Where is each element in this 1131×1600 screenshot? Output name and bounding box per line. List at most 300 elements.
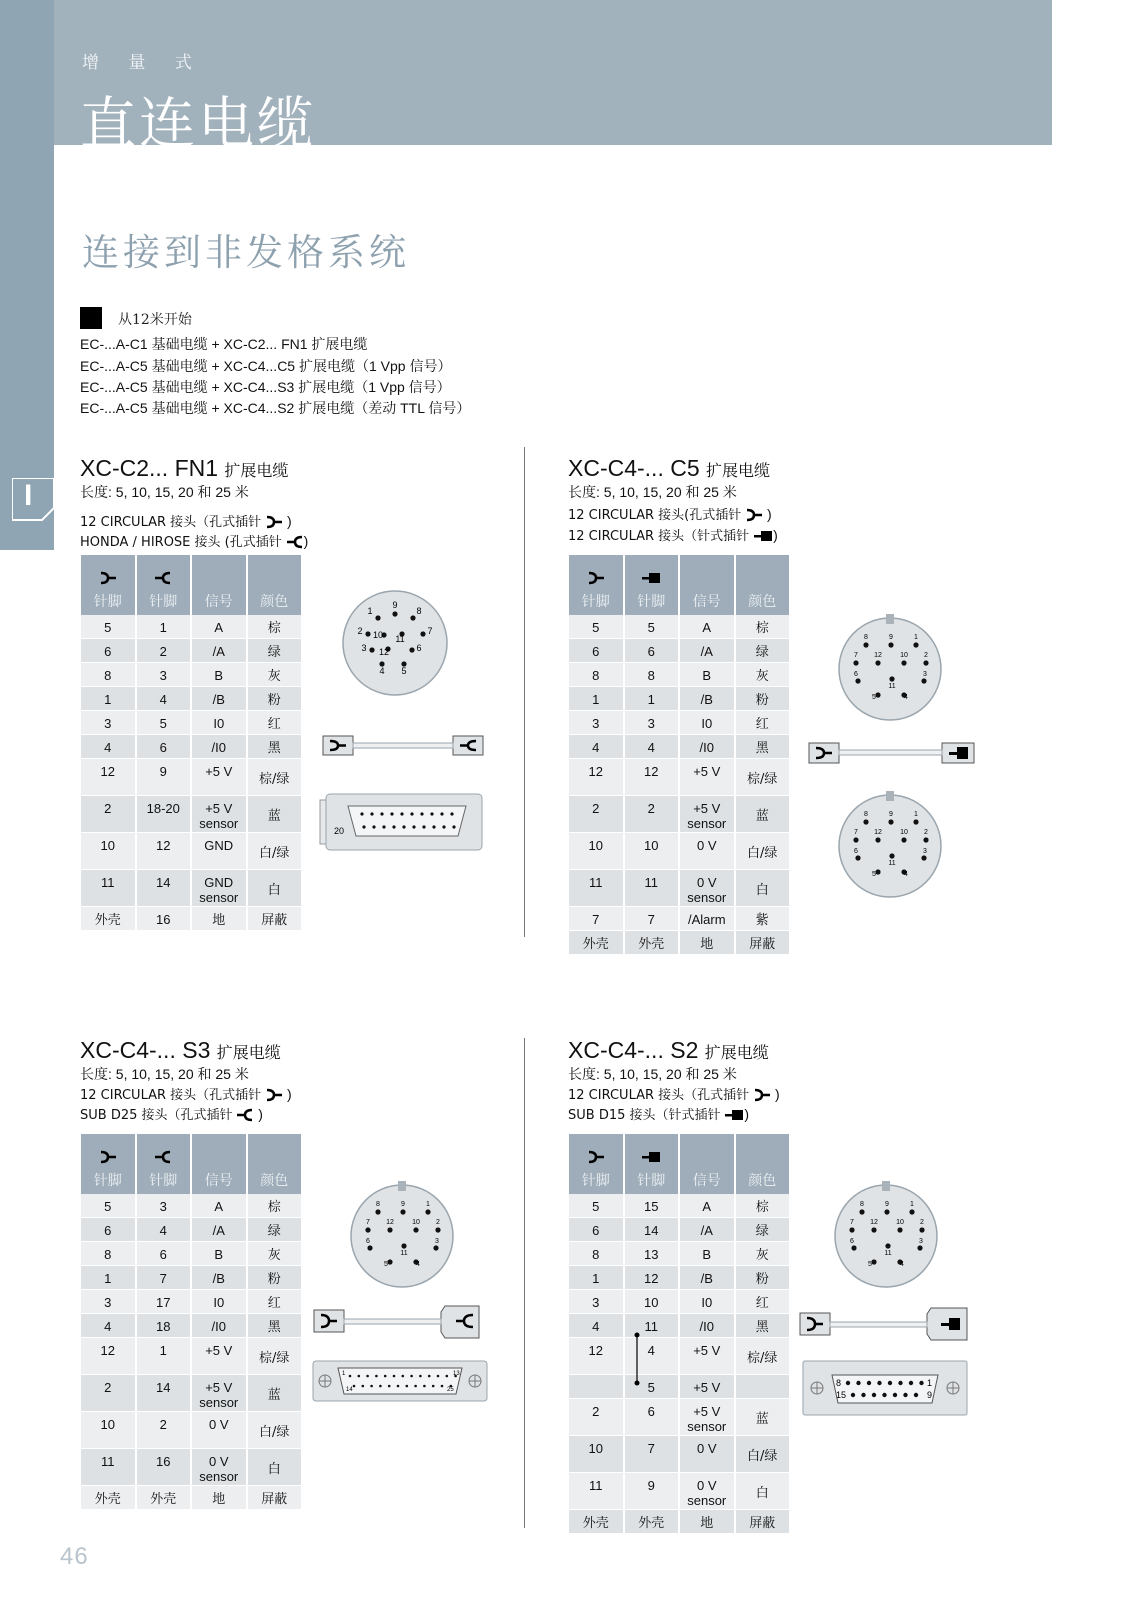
connector-pin-label: 1 bbox=[914, 634, 918, 641]
signal-cell bbox=[192, 1218, 246, 1242]
female-pin-reverse-icon bbox=[137, 1150, 191, 1170]
signal-label: +5 V bbox=[693, 801, 721, 816]
table-row bbox=[81, 1290, 301, 1314]
color-cell: 白 bbox=[736, 870, 790, 907]
connector-text: 12 CIRCULAR 接头（孔式插针 bbox=[568, 1088, 750, 1103]
connector-pin bbox=[412, 825, 415, 828]
connector-pin bbox=[872, 1393, 876, 1397]
connector-pin-label: 10 bbox=[900, 652, 908, 659]
panel-kind: 扩展电缆 bbox=[704, 1043, 769, 1062]
table-row bbox=[569, 1194, 789, 1218]
connector-pin bbox=[909, 1209, 914, 1214]
pin-cell: 12 bbox=[569, 759, 623, 796]
connector-pin bbox=[861, 1393, 865, 1397]
column-header bbox=[736, 1134, 790, 1194]
signal-cell bbox=[680, 870, 734, 907]
color-cell: 棕/绿 bbox=[736, 759, 790, 796]
signal-cell bbox=[192, 1290, 246, 1314]
color-cell: 灰 bbox=[248, 1242, 302, 1266]
connector-text: HONDA / HIROSE 接头 (孔式插针 bbox=[80, 535, 282, 550]
pin-cell: 18 bbox=[137, 1314, 191, 1338]
signal-label: GND bbox=[204, 838, 234, 853]
connector-pin-label: 9 bbox=[927, 1390, 933, 1400]
column-header bbox=[680, 555, 734, 615]
table-row bbox=[569, 735, 789, 759]
table-row bbox=[569, 870, 789, 907]
connector-pin bbox=[871, 1227, 876, 1232]
connector-text: 12 CIRCULAR 接头(孔式插针 bbox=[568, 508, 742, 523]
pin-cell: 6 bbox=[137, 735, 191, 759]
connector-pin-label: 9 bbox=[889, 811, 893, 818]
panel-kind: 扩展电缆 bbox=[224, 461, 289, 480]
column-header bbox=[137, 555, 191, 615]
column-header-label: 信号 bbox=[692, 594, 721, 610]
pin-cell: 10 bbox=[569, 1436, 623, 1473]
connector-pin-label: 4 bbox=[416, 1261, 420, 1268]
signal-cell bbox=[192, 1194, 246, 1218]
column-header-label: 针脚 bbox=[581, 594, 610, 610]
pin-cell: 1 bbox=[137, 615, 191, 639]
panel-title-fn1 bbox=[80, 455, 288, 482]
connector-pin bbox=[893, 1393, 897, 1397]
connector-pin bbox=[392, 611, 397, 616]
connector-pin bbox=[420, 812, 423, 815]
pin-cell: 14 bbox=[137, 870, 191, 907]
column-header bbox=[192, 1134, 246, 1194]
pin-cell: 5 bbox=[137, 711, 191, 735]
table-row bbox=[569, 1290, 789, 1314]
color-cell: 灰 bbox=[736, 1242, 790, 1266]
column-header-label: 针脚 bbox=[149, 1173, 178, 1189]
panel-kind: 扩展电缆 bbox=[706, 461, 771, 480]
section-title: 连接到非发格系统 bbox=[82, 231, 410, 274]
panel-code: XC-C2... FN1 bbox=[80, 455, 219, 481]
pin-cell: 10 bbox=[625, 1290, 679, 1314]
color-cell: 红 bbox=[736, 1290, 790, 1314]
pin-cell: 1 bbox=[137, 1338, 191, 1375]
signal-label: /I0 bbox=[211, 740, 226, 755]
pin-cell: 14 bbox=[625, 1218, 679, 1242]
color-cell: 红 bbox=[248, 711, 302, 735]
header-spacer bbox=[248, 571, 302, 591]
pin-cell: 16 bbox=[137, 1449, 191, 1486]
signal-label: 地 bbox=[700, 1516, 714, 1531]
connector-pin-label: 8 bbox=[860, 1201, 864, 1208]
connector-pin bbox=[384, 1375, 387, 1378]
pin-cell: 18-20 bbox=[137, 796, 191, 833]
pin-cell: 10 bbox=[625, 833, 679, 870]
connector-pin-label: 5 bbox=[872, 694, 876, 701]
connector-pin bbox=[867, 1381, 871, 1385]
table-row bbox=[569, 1375, 789, 1399]
connector-pin-label: 7 bbox=[427, 626, 433, 636]
signal-label: I0 bbox=[701, 1295, 713, 1310]
color-cell: 绿 bbox=[248, 639, 302, 663]
pin-cell: 3 bbox=[137, 663, 191, 687]
header-spacer bbox=[248, 1150, 302, 1170]
pin-cell: 11 bbox=[569, 1473, 623, 1510]
connector-line-2: SUB D25 接头（孔式插针 ) bbox=[80, 1106, 263, 1123]
connector-pin bbox=[420, 631, 425, 636]
female-pin-icon bbox=[569, 1150, 623, 1170]
connector-pin bbox=[917, 1245, 922, 1250]
pin-cell: 6 bbox=[569, 1218, 623, 1242]
pin-cell: 6 bbox=[625, 1399, 679, 1436]
connector-pin bbox=[400, 812, 403, 815]
signal-label: 0 V bbox=[696, 1441, 717, 1456]
panel-code: XC-C4-... S3 bbox=[80, 1037, 211, 1063]
connector-pin bbox=[387, 1259, 392, 1264]
color-cell: 白/绿 bbox=[736, 1436, 790, 1473]
color-cell: 红 bbox=[248, 1290, 302, 1314]
connector-pin bbox=[919, 1227, 924, 1232]
connector-pin bbox=[441, 1385, 444, 1388]
column-divider bbox=[524, 1038, 525, 1528]
signal-cell bbox=[680, 615, 734, 639]
connector-pin-label: 7 bbox=[366, 1219, 370, 1226]
pin-cell: 4 bbox=[569, 1314, 623, 1338]
signal-label: A bbox=[702, 620, 712, 635]
connector-pin bbox=[875, 660, 880, 665]
signal-sublabel: sensor bbox=[687, 816, 727, 831]
connector-pin bbox=[901, 837, 906, 842]
table-row bbox=[81, 735, 301, 759]
table-row bbox=[569, 711, 789, 735]
legend-square-icon bbox=[80, 307, 102, 329]
connector-pin bbox=[913, 642, 918, 647]
connector-pin-label: 9 bbox=[889, 634, 893, 641]
connector-pin bbox=[380, 812, 383, 815]
connector-pin-label: 12 bbox=[874, 829, 882, 836]
connector-pin-label: 8 bbox=[864, 634, 868, 641]
page-number: 46 bbox=[60, 1543, 89, 1570]
male-pin-icon bbox=[724, 1108, 744, 1122]
circular-connector-12-diagram bbox=[836, 613, 944, 721]
pin-cell: 3 bbox=[569, 1290, 623, 1314]
connector-pin-label: 2 bbox=[436, 1219, 440, 1226]
color-cell bbox=[736, 1375, 790, 1399]
column-header bbox=[625, 1134, 679, 1194]
connector-pin bbox=[897, 1227, 902, 1232]
header-spacer bbox=[192, 1150, 246, 1170]
column-header bbox=[248, 1134, 302, 1194]
table-row bbox=[569, 687, 789, 711]
pin-cell: 3 bbox=[625, 711, 679, 735]
connector-pin bbox=[849, 1227, 854, 1232]
pin-cell: 11 bbox=[625, 1314, 679, 1338]
signal-cell bbox=[680, 931, 734, 955]
column-header bbox=[192, 555, 246, 615]
connector-pin-label: 1 bbox=[927, 1378, 933, 1388]
pin-cell: 15 bbox=[625, 1194, 679, 1218]
column-header-label: 针脚 bbox=[637, 1173, 666, 1189]
pin-cell: 4 bbox=[625, 1338, 679, 1375]
connector-pin-label: 1 bbox=[342, 1371, 346, 1377]
pin-cell: 4 bbox=[137, 1218, 191, 1242]
signal-sublabel: sensor bbox=[687, 1493, 727, 1508]
connector-pin-label: 5 bbox=[872, 871, 876, 878]
color-cell: 棕 bbox=[736, 615, 790, 639]
connector-pin-label: 11 bbox=[888, 860, 896, 867]
pin-cell: 1 bbox=[569, 687, 623, 711]
panel-kind: 扩展电缆 bbox=[216, 1043, 281, 1062]
signal-cell bbox=[680, 711, 734, 735]
connector-pin-label: 8 bbox=[376, 1201, 380, 1208]
connector-pin bbox=[409, 647, 414, 652]
signal-label: I0 bbox=[213, 716, 225, 731]
pin-cell: 外壳 bbox=[137, 1486, 191, 1510]
pin-cell: 外壳 bbox=[569, 1510, 623, 1534]
signal-cell bbox=[192, 1338, 246, 1375]
connector-pin bbox=[446, 1375, 449, 1378]
table-row bbox=[81, 796, 301, 833]
table-row bbox=[81, 615, 301, 639]
signal-cell bbox=[192, 1242, 246, 1266]
connector-pin-label: 7 bbox=[850, 1219, 854, 1226]
column-header-label: 颜色 bbox=[260, 594, 289, 610]
pin-cell: 5 bbox=[81, 1194, 135, 1218]
signal-label: 0 V bbox=[696, 1478, 717, 1493]
pin-cell: 4 bbox=[569, 735, 623, 759]
signal-label: +5 V bbox=[693, 764, 721, 779]
signal-sublabel: sensor bbox=[199, 816, 239, 831]
connector-pin bbox=[402, 825, 405, 828]
pin-cell: 7 bbox=[137, 1266, 191, 1290]
signal-label: 0 V bbox=[696, 838, 717, 853]
connector-pin bbox=[877, 1381, 881, 1385]
connector-text: 12 CIRCULAR 接头（孔式插针 bbox=[80, 515, 262, 530]
signal-cell bbox=[192, 711, 246, 735]
connector-pin bbox=[846, 1381, 850, 1385]
pin-cell: 3 bbox=[81, 711, 135, 735]
connector-pin bbox=[406, 1385, 409, 1388]
pin-cell: 7 bbox=[625, 1436, 679, 1473]
connector-pin-label: 6 bbox=[850, 1238, 854, 1245]
signal-label: /A bbox=[700, 1223, 713, 1238]
connector-pin bbox=[437, 1375, 440, 1378]
table-row bbox=[569, 1242, 789, 1266]
table-row bbox=[81, 1218, 301, 1242]
connector-pin bbox=[856, 1381, 860, 1385]
column-header-label: 针脚 bbox=[581, 1173, 610, 1189]
connector-pin bbox=[913, 819, 918, 824]
signal-label: +5 V bbox=[205, 801, 233, 816]
combo-line: EC-...A-C5 基础电缆 + XC-C4...S3 扩展电缆（1 Vpp 信号） bbox=[80, 379, 451, 395]
connector-pin bbox=[909, 1381, 913, 1385]
signal-label: GND bbox=[204, 875, 234, 890]
female-pin-reverse-icon bbox=[236, 1108, 254, 1122]
pin-cell: 17 bbox=[137, 1290, 191, 1314]
pin-cell: 4 bbox=[625, 735, 679, 759]
connector-pin-label: 11 bbox=[884, 1250, 892, 1257]
connector-pin bbox=[379, 1385, 382, 1388]
color-cell: 蓝 bbox=[736, 796, 790, 833]
pin-cell: 8 bbox=[625, 663, 679, 687]
connector-pin bbox=[888, 819, 893, 824]
column-header bbox=[81, 555, 135, 615]
male-pin-icon bbox=[625, 1150, 679, 1170]
female-pin-icon bbox=[265, 1088, 283, 1102]
connector-text: 12 CIRCULAR 接头（针式插针 bbox=[568, 529, 750, 544]
connector-pin bbox=[358, 1375, 361, 1378]
connector-pin bbox=[393, 1375, 396, 1378]
signal-cell bbox=[680, 1338, 734, 1375]
pin-cell: 12 bbox=[81, 1338, 135, 1375]
connector-pin-label: 10 bbox=[896, 1219, 904, 1226]
connector-line-1: 12 CIRCULAR 接头（孔式插针 ) bbox=[80, 513, 292, 530]
table-row bbox=[81, 1375, 301, 1412]
pin-cell: 12 bbox=[625, 1266, 679, 1290]
connector-pin bbox=[425, 1209, 430, 1214]
connector-pin-label: 3 bbox=[435, 1238, 439, 1245]
header-spacer bbox=[680, 1150, 734, 1170]
signal-cell bbox=[192, 663, 246, 687]
signal-cell bbox=[680, 1314, 734, 1338]
signal-cell bbox=[192, 639, 246, 663]
signal-cell bbox=[192, 833, 246, 870]
connector-pin bbox=[919, 1381, 923, 1385]
color-cell: 灰 bbox=[248, 663, 302, 687]
signal-cell bbox=[680, 833, 734, 870]
pin-cell: 外壳 bbox=[81, 1486, 135, 1510]
pin-cell: 8 bbox=[81, 1242, 135, 1266]
connector-pin bbox=[855, 678, 860, 683]
table-row bbox=[569, 1266, 789, 1290]
pin-cell: 13 bbox=[625, 1242, 679, 1266]
column-header-label: 信号 bbox=[692, 1173, 721, 1189]
table-row bbox=[81, 907, 301, 931]
connector-pin-label: 4 bbox=[904, 694, 908, 701]
table-row bbox=[81, 687, 301, 711]
color-cell: 棕 bbox=[736, 1194, 790, 1218]
column-header-label: 颜色 bbox=[748, 1173, 777, 1189]
connector-pin bbox=[388, 1385, 391, 1388]
color-cell: 紫 bbox=[736, 907, 790, 931]
column-header-label: 针脚 bbox=[93, 594, 122, 610]
circular-connector-12-diagram bbox=[836, 790, 944, 898]
connector-pin-label: 25 bbox=[447, 1387, 454, 1393]
signal-cell bbox=[680, 735, 734, 759]
pin-table-c5 bbox=[567, 555, 791, 955]
signal-label: B bbox=[214, 668, 224, 683]
pin-cell: 3 bbox=[569, 711, 623, 735]
pin-cell: 4 bbox=[81, 735, 135, 759]
pin-table-s2 bbox=[567, 1134, 791, 1534]
color-cell: 白/绿 bbox=[736, 833, 790, 870]
table-row bbox=[81, 711, 301, 735]
pin-cell: 9 bbox=[137, 759, 191, 796]
signal-cell bbox=[680, 639, 734, 663]
connector-pin-label: 8 bbox=[836, 1378, 842, 1388]
pin-cell: 6 bbox=[625, 639, 679, 663]
pin-cell: 7 bbox=[569, 907, 623, 931]
connector-pin bbox=[884, 1209, 889, 1214]
table-row bbox=[569, 615, 789, 639]
connector-pin bbox=[432, 825, 435, 828]
male-pin-icon bbox=[625, 571, 679, 591]
connector-pin bbox=[851, 1245, 856, 1250]
column-header bbox=[569, 555, 623, 615]
column-header-label: 信号 bbox=[204, 594, 233, 610]
connector-pin bbox=[853, 837, 858, 842]
female-pin-icon bbox=[81, 1150, 135, 1170]
column-header bbox=[248, 555, 302, 615]
cable-female-male-diagram bbox=[808, 740, 976, 766]
header-spacer bbox=[192, 571, 246, 591]
color-cell: 黑 bbox=[248, 1314, 302, 1338]
signal-sublabel: sensor bbox=[199, 1395, 239, 1410]
connector-pin bbox=[375, 1209, 380, 1214]
pin-cell: 5 bbox=[569, 615, 623, 639]
connector-pin bbox=[889, 853, 894, 858]
signal-label: /A bbox=[212, 644, 225, 659]
connector-pin bbox=[365, 1227, 370, 1232]
connector-pin-label: 10 bbox=[412, 1219, 420, 1226]
column-header-label: 针脚 bbox=[637, 594, 666, 610]
connector-pin-label: 4 bbox=[379, 666, 385, 676]
signal-label: A bbox=[214, 620, 224, 635]
header-spacer bbox=[680, 571, 734, 591]
panel-code: XC-C4-... C5 bbox=[568, 455, 700, 481]
pin-cell: 1 bbox=[81, 687, 135, 711]
pin-cell: 外壳 bbox=[569, 931, 623, 955]
pin-cell: 5 bbox=[81, 615, 135, 639]
connector-pin bbox=[923, 837, 928, 842]
color-cell: 白/绿 bbox=[248, 1412, 302, 1449]
connector-pin bbox=[397, 1385, 400, 1388]
table-row bbox=[569, 1399, 789, 1436]
signal-label: 0 V bbox=[208, 1417, 229, 1432]
pin-cell: 外壳 bbox=[625, 931, 679, 955]
connector-pin-label: 11 bbox=[888, 683, 896, 690]
pin-cell: 16 bbox=[137, 907, 191, 931]
table-row bbox=[81, 833, 301, 870]
table-row bbox=[569, 1314, 789, 1338]
connector-pin bbox=[871, 1259, 876, 1264]
color-cell: 棕/绿 bbox=[736, 1338, 790, 1375]
table-row bbox=[81, 663, 301, 687]
pin-cell: 4 bbox=[137, 687, 191, 711]
cable-female-subd15-diagram bbox=[799, 1306, 971, 1346]
pin-cell: 11 bbox=[81, 1449, 135, 1486]
connector-pin-label: 1 bbox=[914, 811, 918, 818]
color-cell: 屏蔽 bbox=[248, 1486, 302, 1510]
connector-pin-label: 13 bbox=[453, 1371, 460, 1377]
signal-sublabel: sensor bbox=[199, 1469, 239, 1484]
connector-pin bbox=[898, 1381, 902, 1385]
connector-pin bbox=[903, 1393, 907, 1397]
connector-pin-label: 7 bbox=[854, 652, 858, 659]
signal-cell bbox=[192, 735, 246, 759]
signal-label: +5 V bbox=[693, 1343, 721, 1358]
column-header bbox=[736, 555, 790, 615]
connector-pin-label: 6 bbox=[854, 848, 858, 855]
connector-pin bbox=[410, 615, 415, 620]
table-row bbox=[81, 1338, 301, 1375]
color-cell: 棕 bbox=[248, 615, 302, 639]
signal-label: /Alarm bbox=[687, 912, 726, 927]
color-cell: 蓝 bbox=[736, 1399, 790, 1436]
table-row bbox=[569, 759, 789, 796]
signal-cell bbox=[680, 1242, 734, 1266]
connector-pin-label: 11 bbox=[395, 634, 405, 644]
connector-pin bbox=[882, 1393, 886, 1397]
pin-cell: 12 bbox=[81, 759, 135, 796]
pin-cell: 8 bbox=[569, 1242, 623, 1266]
table-row bbox=[81, 1266, 301, 1290]
pin-cell: 11 bbox=[81, 870, 135, 907]
honda-hirose-connector-diagram bbox=[318, 792, 484, 852]
